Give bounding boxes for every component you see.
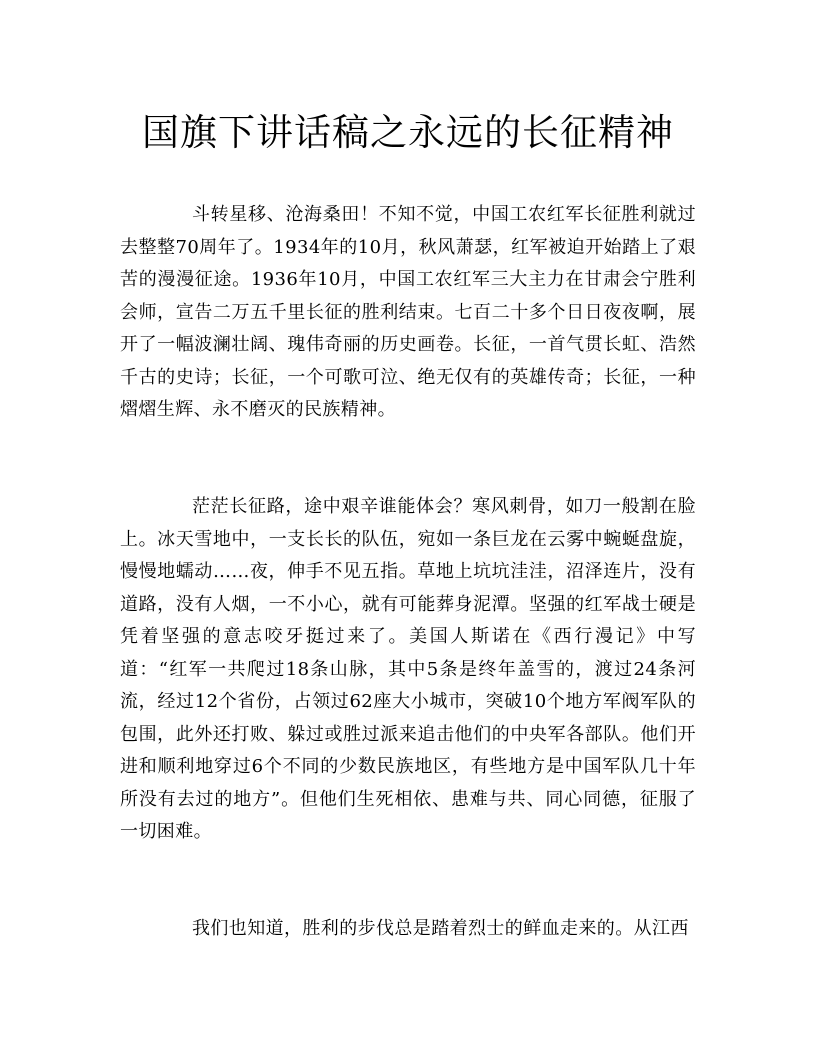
paragraph-3: 我们也知道，胜利的步伐总是踏着烈士的鲜血走来的。从江西: [192, 918, 689, 939]
paragraph-1: 斗转星移、沧海桑田！不知不觉，中国工农红军长征胜利就过去整整70周年了。1934年的10月，秋风萧瑟，红军被迫开始踏上了艰苦的漫漫征途。1936年10月，中国工农红军三大主力在甘肃会宁胜利会师，宣告二万五千里长征的胜利结束。七百二十多个日日夜夜啊，展开了一幅波澜壮阔、瑰伟奇丽的历史画卷。长征，一首气贯长虹、浩然千古的史诗；长征，一个可歌可泣、绝无仅有的英雄传奇；长征，一种熠熠生辉、永不磨灭的民族精神。: [120, 204, 696, 420]
document-title: 国旗下讲话稿之永远的长征精神: [142, 111, 674, 154]
paragraph-2: 茫茫长征路，途中艰辛谁能体会？寒风刺骨，如刀一般割在脸上。冰天雪地中，一支长长的队伍，宛如一条巨龙在云雾中蜿蜒盘旋，慢慢地蠕动……夜，伸手不见五指。草地上坑坑洼洼，沼泽连片，没有道路，没有人烟，一不小心，就有可能葬身泥潭。坚强的红军战士硬是凭着坚强的意志咬牙挺过来了。美国人斯诺在《西行漫记》中写道：“红军一共爬过18条山脉，其中5条是终年盖雪的，渡过24条河流，经过12个省份，占领过62座大小城市，突破10个地方军阀军队的包围，此外还打败、躲过或胜过派来追击他们的中央军各部队。他们开进和顺利地穿过6个不同的少数民族地区，有些地方是中国军队几十年所没有去过的地方”。但他们生死相依、患难与共、同心同德，征服了一切困难。: [120, 496, 696, 842]
document-body: [120, 199, 696, 953]
